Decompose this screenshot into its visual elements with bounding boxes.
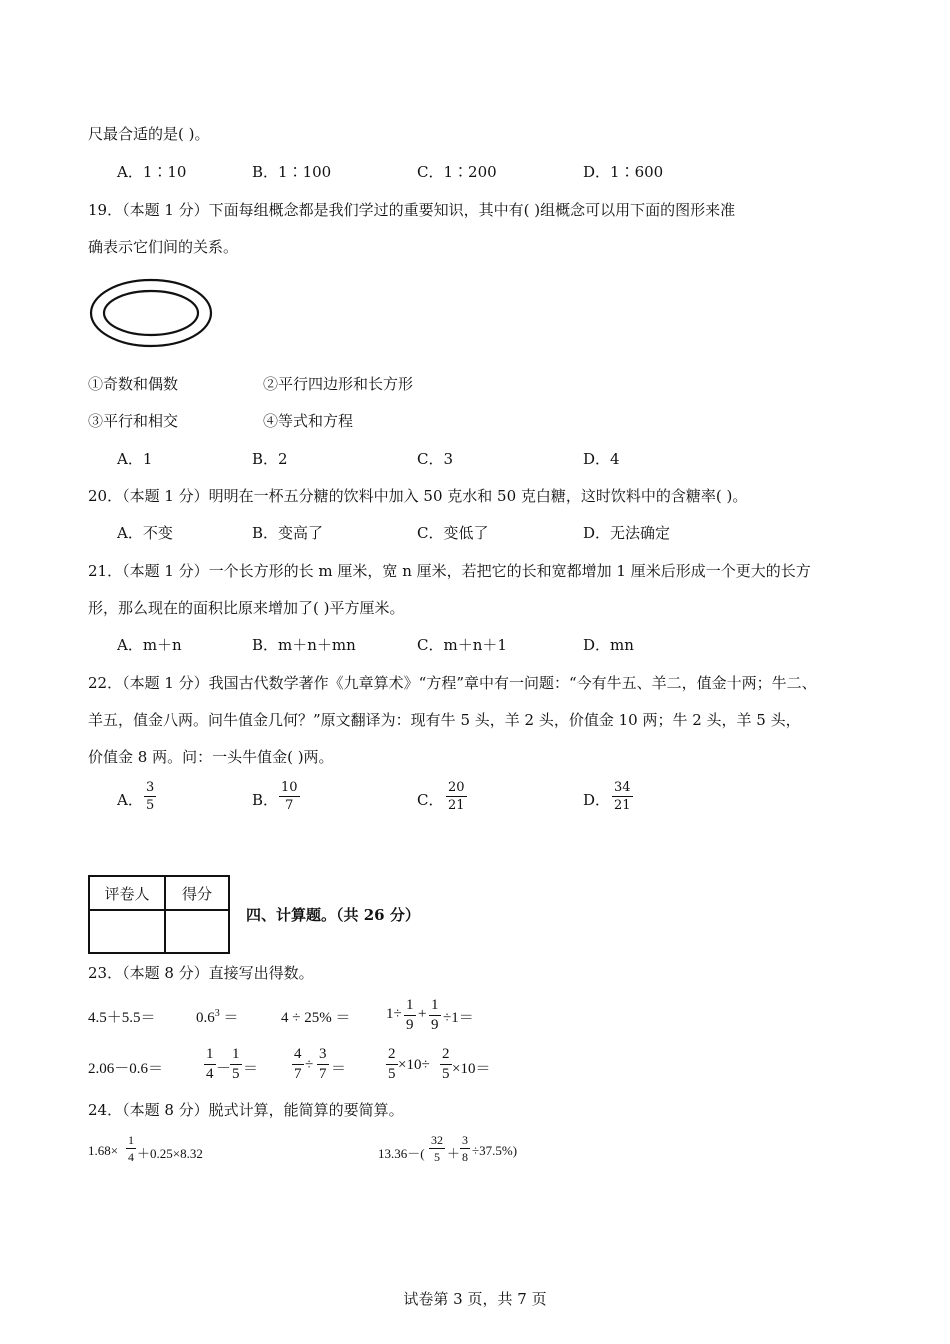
q24-expr-2b: ＋ bbox=[447, 1146, 461, 1161]
q24-expr-1a: 1.68× bbox=[88, 1143, 119, 1158]
q23-expr-6-fraction-1 bbox=[204, 1047, 216, 1082]
q22-option-b-label: B． bbox=[252, 791, 279, 809]
expr-base: 0.6 bbox=[196, 1010, 215, 1026]
fraction-numerator: 4 bbox=[292, 1047, 304, 1065]
fraction-denominator: 7 bbox=[285, 798, 294, 813]
q22-option-a-label: A． bbox=[117, 791, 143, 809]
q21-option-a: A．m＋n bbox=[117, 636, 182, 654]
fraction-numerator: 2 bbox=[440, 1047, 452, 1065]
fraction-numerator: 3 bbox=[462, 1133, 468, 1147]
q23-expr-1: 4.5＋5.5＝ bbox=[88, 1010, 156, 1026]
q23-expr-8-fraction-1 bbox=[386, 1047, 398, 1082]
q23-expr-6-tail: ＝ bbox=[243, 1061, 259, 1077]
fraction-denominator: 5 bbox=[442, 1066, 450, 1082]
q18-option-d: D．1∶600 bbox=[583, 163, 664, 181]
q19-concept-3: ③平行和相交 bbox=[88, 412, 179, 430]
q19-concept-1: ①奇数和偶数 bbox=[88, 375, 179, 393]
q22-option-d-label: D． bbox=[583, 791, 611, 809]
nested-ellipses-diagram bbox=[88, 276, 216, 350]
q23-expr-6-op: － bbox=[216, 1061, 232, 1077]
q20-option-a: A．不变 bbox=[117, 524, 173, 542]
q22-option-c-fraction bbox=[446, 781, 467, 812]
q23-expr-4c: ÷1＝ bbox=[443, 1010, 474, 1026]
q19-concept-2: ②平行四边形和长方形 bbox=[263, 375, 414, 393]
fraction-denominator: 7 bbox=[294, 1066, 302, 1082]
q22-option-c-label: C． bbox=[417, 791, 444, 809]
q20-option-c: C．变低了 bbox=[417, 524, 489, 542]
fraction-denominator: 5 bbox=[434, 1150, 440, 1164]
q20-stem-line1: 20．（本题 1 分）明明在一杯五分糖的饮料中加入 50 克水和 50 克白糖，这时饮料中的含糖率( )。 bbox=[88, 487, 748, 505]
fraction-numerator: 3 bbox=[317, 1047, 329, 1065]
grader-header: 评卷人 bbox=[89, 876, 165, 910]
q21-option-d: D．mn bbox=[583, 636, 634, 654]
fraction-numerator: 1 bbox=[230, 1047, 242, 1065]
q18-option-c: C．1∶200 bbox=[417, 163, 497, 181]
q23-stem: 23．（本题 8 分）直接写出得数。 bbox=[88, 964, 314, 982]
fraction-numerator: 32 bbox=[431, 1133, 443, 1147]
q19-stem-line2: 确表示它们间的关系。 bbox=[88, 238, 239, 256]
q22-option-a-fraction bbox=[144, 781, 156, 812]
q18-stem-continuation: 尺最合适的是( )。 bbox=[88, 125, 210, 143]
fraction-numerator: 20 bbox=[448, 780, 465, 795]
q22-stem-line3: 价值金 8 两。问：一头牛值金( )两。 bbox=[88, 748, 334, 766]
q23-expr-8-mid: ×10÷ bbox=[398, 1057, 430, 1073]
fraction-denominator: 21 bbox=[614, 798, 631, 813]
fraction-numerator: 34 bbox=[614, 780, 631, 795]
q23-expr-5: 2.06－0.6＝ bbox=[88, 1061, 164, 1077]
fraction-numerator: 1 bbox=[429, 998, 441, 1016]
fraction-numerator: 1 bbox=[404, 998, 416, 1016]
grader-cell[interactable] bbox=[89, 910, 165, 953]
q23-expr-4-fraction-1 bbox=[404, 998, 416, 1033]
fraction-numerator: 10 bbox=[281, 780, 298, 795]
grader-score-table bbox=[88, 875, 230, 954]
fraction-denominator: 9 bbox=[431, 1017, 439, 1033]
expr-tail: ＝ bbox=[219, 1010, 239, 1026]
page-footer: 试卷第 3 页，共 7 页 bbox=[403, 1290, 547, 1308]
q20-option-d: D．无法确定 bbox=[583, 524, 671, 542]
fraction-denominator: 5 bbox=[232, 1066, 240, 1082]
fraction-numerator: 2 bbox=[386, 1047, 398, 1065]
fraction-denominator: 4 bbox=[128, 1150, 134, 1164]
fraction-denominator: 21 bbox=[448, 798, 465, 813]
q23-expr-7-op: ÷ bbox=[305, 1057, 314, 1073]
q19-option-a: A．1 bbox=[117, 450, 153, 468]
fraction-denominator: 4 bbox=[206, 1066, 214, 1082]
q23-expr-7-tail: ＝ bbox=[331, 1061, 347, 1077]
q23-expr-6-fraction-2 bbox=[230, 1047, 242, 1082]
q23-expr-3: 4 ÷ 25% ＝ bbox=[281, 1010, 351, 1026]
q22-stem-line2: 羊五，值金八两。问牛值金几何？”原文翻译为：现有牛 5 头，羊 2 头，价值金 10 两；牛 2 头，羊 5 头， bbox=[88, 711, 801, 729]
q24-expr-2-fraction-1 bbox=[429, 1134, 445, 1163]
fraction-numerator: 3 bbox=[146, 780, 155, 795]
q23-expr-4a: 1÷ bbox=[386, 1006, 402, 1022]
q23-expr-7-fraction-2 bbox=[317, 1047, 329, 1082]
q22-option-d-fraction bbox=[612, 781, 633, 812]
q21-option-b: B．m＋n＋mn bbox=[252, 636, 356, 654]
q18-option-b: B．1∶100 bbox=[252, 163, 332, 181]
q18-option-a: A．1∶10 bbox=[117, 163, 187, 181]
q22-stem-line1: 22．（本题 1 分）我国古代数学著作《九章算术》“方程”章中有一问题：“今有牛五、羊二，值金十两；牛二、 bbox=[88, 674, 817, 692]
score-cell[interactable] bbox=[165, 910, 229, 953]
q23-expr-4-fraction-2 bbox=[429, 998, 441, 1033]
q23-expr-2 bbox=[196, 1006, 239, 1027]
q23-expr-8-tail: ×10＝ bbox=[452, 1061, 491, 1077]
q23-expr-4b: + bbox=[418, 1006, 427, 1022]
expr-exponent: 3 bbox=[214, 1008, 220, 1019]
q19-option-d: D．4 bbox=[583, 450, 620, 468]
fraction-denominator: 5 bbox=[146, 798, 155, 813]
q24-expr-2c: ÷37.5%) bbox=[472, 1143, 518, 1158]
q23-expr-7-fraction-1 bbox=[292, 1047, 304, 1082]
fraction-numerator: 1 bbox=[128, 1133, 134, 1147]
q24-expr-1-fraction bbox=[126, 1134, 136, 1163]
q19-stem-line1: 19．（本题 1 分）下面每组概念都是我们学过的重要知识，其中有( )组概念可以用下面的图形来准 bbox=[88, 201, 736, 219]
q19-option-b: B．2 bbox=[252, 450, 288, 468]
q24-stem: 24．（本题 8 分）脱式计算，能简算的要简算。 bbox=[88, 1101, 404, 1119]
fraction-denominator: 7 bbox=[319, 1066, 327, 1082]
q21-stem-line2: 形，那么现在的面积比原来增加了( )平方厘米。 bbox=[88, 599, 405, 617]
q23-expr-8-fraction-2 bbox=[440, 1047, 452, 1082]
q21-stem-line1: 21．（本题 1 分）一个长方形的长 m 厘米，宽 n 厘米，若把它的长和宽都增加 1 厘米后形成一个更大的长方 bbox=[88, 562, 811, 580]
q24-expr-2a: 13.36－( bbox=[378, 1146, 425, 1161]
q19-concept-4: ④等式和方程 bbox=[263, 412, 354, 430]
q21-option-c: C．m＋n＋1 bbox=[417, 636, 507, 654]
fraction-numerator: 1 bbox=[204, 1047, 216, 1065]
score-header: 得分 bbox=[165, 876, 229, 910]
section-title: 四、计算题。（共 26 分） bbox=[246, 906, 420, 924]
q24-expr-1b: ＋0.25×8.32 bbox=[137, 1146, 203, 1161]
q24-expr-2-fraction-2 bbox=[460, 1134, 470, 1163]
q22-option-b-fraction bbox=[279, 781, 300, 812]
q20-option-b: B．变高了 bbox=[252, 524, 324, 542]
fraction-denominator: 5 bbox=[388, 1066, 396, 1082]
fraction-denominator: 9 bbox=[406, 1017, 414, 1033]
q19-option-c: C．3 bbox=[417, 450, 454, 468]
fraction-denominator: 8 bbox=[462, 1150, 468, 1164]
